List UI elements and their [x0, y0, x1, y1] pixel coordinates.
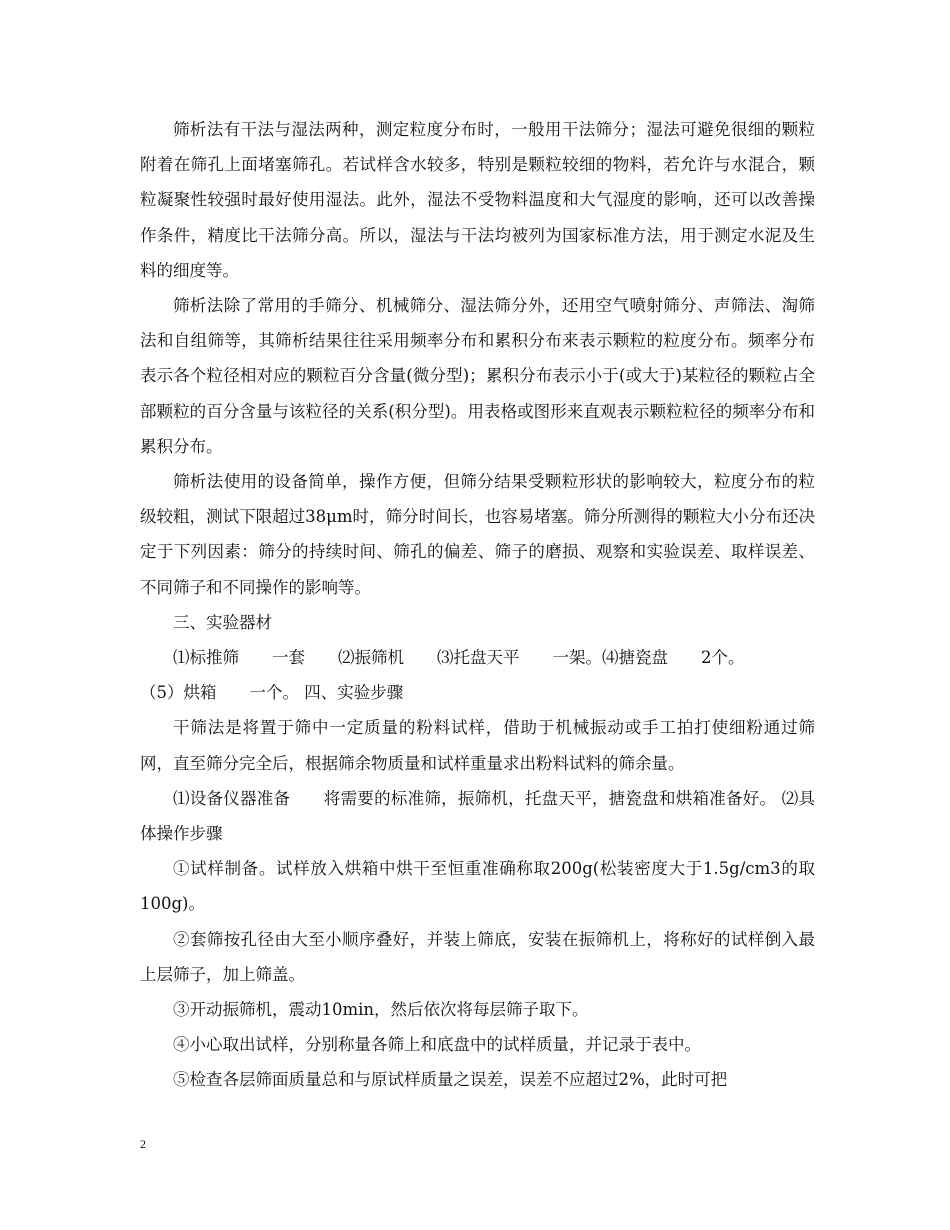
paragraph-dry-sieve-method: 干筛法是将置于筛中一定质量的粉料试样，借助于机械振动或手工拍打使细粉通过筛网，直至筛分完全后，根据筛余物质量和试样重量求出粉料试料的筛余量。 [140, 718, 815, 773]
step-4-weigh: ④小心取出试样，分别称量各筛上和底盘中的试样质量，并记录于表中。 [173, 1035, 701, 1055]
body-text [140, 112, 815, 1098]
step-1-sample-prep: ①试样制备。试样放入烘箱中烘干至恒重准确称取200g(松装密度大于1.5g/cm3的取100g)。 [140, 859, 815, 914]
paragraph-sieve-types: 筛析法除了常用的手筛分、机械筛分、湿法筛分外，还用空气喷射筛分、声筛法、淘筛法和自组筛等，其筛析结果往往采用频率分布和累积分布来表示颗粒的粒度分布。频率分布表示各个粒径相对应的颗粒百分含量(微分型)；累积分布表示小于(或大于)某粒径的颗粒占全部颗粒的百分含量与该粒径的关系(积分型)。用表格或图形来直观表示颗粒粒径的频率分布和累积分布。 [140, 296, 815, 456]
paragraph-sieve-methods: 筛析法有干法与湿法两种，测定粒度分布时，一般用干法筛分；湿法可避免很细的颗粒附着在筛孔上面堵塞筛孔。若试样含水较多，特别是颗粒较细的物料，若允许与水混合，颗粒凝聚性较强时最好使用湿法。此外，湿法不受物料温度和大气湿度的影响，还可以改善操作条件，精度比干法筛分高。所以，湿法与干法均被列为国家标准方法，用于测定水泥及生料的细度等。 [140, 120, 815, 280]
step-3-start-shaker: ③开动振筛机，震动10min，然后依次将每层筛子取下。 [173, 1000, 589, 1020]
section-heading-equipment: 三、实验器材 [173, 612, 272, 632]
step-5-check-error: ⑤检查各层筛面质量总和与原试样质量之误差，误差不应超过2%，此时可把 [173, 1070, 728, 1090]
page-number: 2 [140, 1137, 146, 1151]
paragraph-preparation: ⑴设备仪器准备 将需要的标准筛，振筛机，托盘天平，搪瓷盘和烘箱准备好。 ⑵具体操作步骤 [140, 788, 815, 844]
paragraph-sieve-pros-cons: 筛析法使用的设备简单，操作方便，但筛分结果受颗粒形状的影响较大，粒度分布的粒级较粗，测试下限超过38μm时，筛分时间长，也容易堵塞。筛分所测得的颗粒大小分布还决定于下列因素：筛分的持续时间、筛孔的偏差、筛子的磨损、观察和实验误差、取样误差、不同筛子和不同操作的影响等。 [140, 472, 815, 597]
step-2-stack-sieves: ②套筛按孔径由大至小顺序叠好，并装上筛底，安装在振筛机上，将称好的试样倒入最上层筛子，加上筛盖。 [140, 929, 815, 984]
equipment-list: ⑴标推筛 一套 ⑵振筛机 ⑶托盘天平 一架。⑷搪瓷盘 2个。 [173, 648, 745, 668]
equipment-oven-and-steps-heading: （5）烘箱 一个。 四、实验步骤 [140, 683, 404, 703]
